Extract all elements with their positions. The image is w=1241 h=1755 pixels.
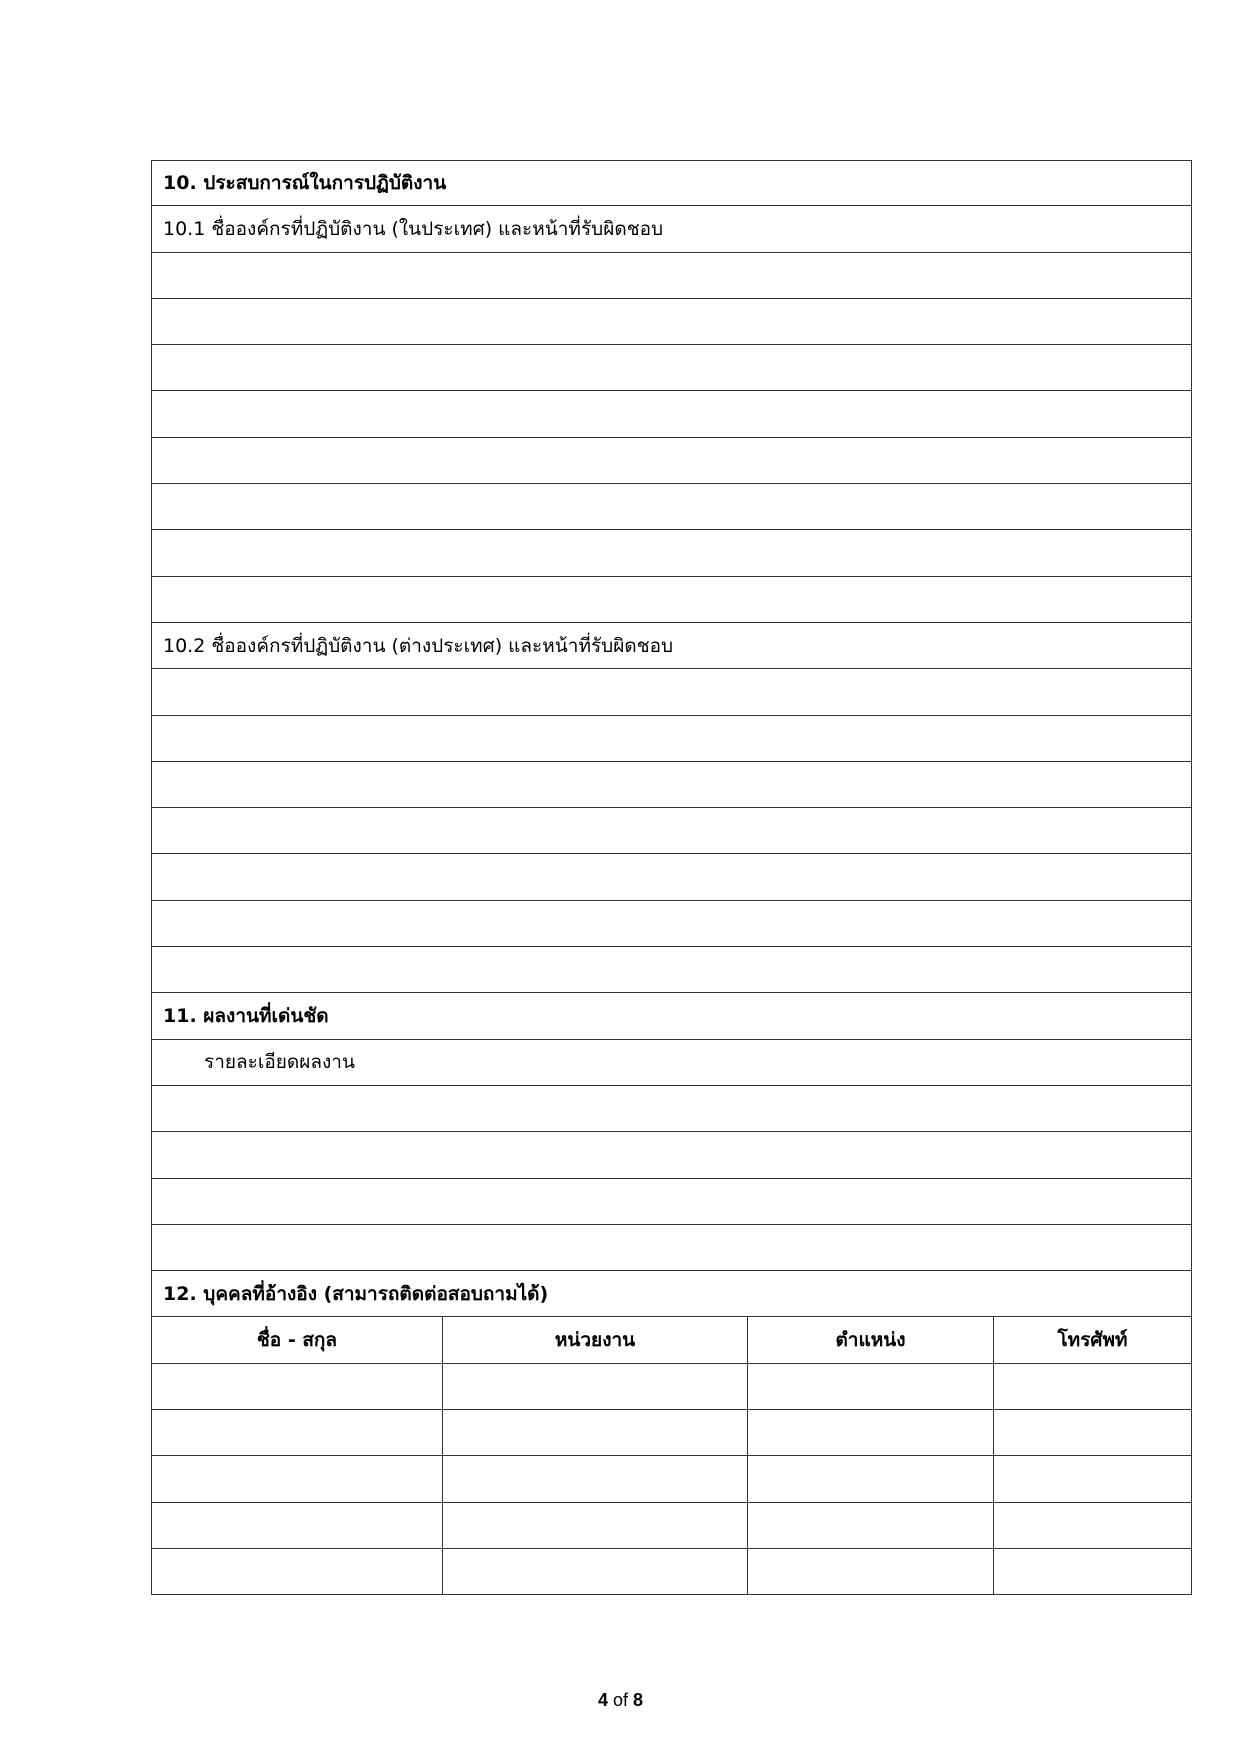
table-cell[interactable] — [151, 1549, 443, 1595]
section-10-2-label: 10.2 ชื่อองค์กรที่ปฏิบัติงาน (ต่างประเทศ) และหน้าที่รับผิดชอบ — [151, 623, 1192, 669]
page-number — [0, 1690, 1241, 1711]
blank-row[interactable] — [151, 438, 1192, 484]
blank-row[interactable] — [151, 1225, 1192, 1271]
page-total: 8 — [633, 1690, 644, 1710]
table-cell[interactable] — [151, 1410, 443, 1456]
blank-row[interactable] — [151, 577, 1192, 623]
table-cell[interactable] — [748, 1364, 994, 1410]
blank-row[interactable] — [151, 530, 1192, 576]
table-cell[interactable] — [748, 1503, 994, 1549]
reference-table — [151, 1317, 1192, 1595]
table-cell[interactable] — [994, 1456, 1192, 1502]
page-current: 4 — [597, 1690, 608, 1710]
table-cell[interactable] — [443, 1549, 748, 1595]
column-header-name: ชื่อ - สกุล — [151, 1317, 443, 1363]
table-cell[interactable] — [151, 1364, 443, 1410]
page-of: of — [612, 1690, 628, 1710]
section-10-1-label: 10.1 ชื่อองค์กรที่ปฏิบัติงาน (ในประเทศ) และหน้าที่รับผิดชอบ — [151, 206, 1192, 252]
section-11-title: 11. ผลงานที่เด่นชัด — [151, 993, 1192, 1039]
column-header-phone: โทรศัพท์ — [994, 1317, 1192, 1363]
table-cell[interactable] — [443, 1503, 748, 1549]
section-10-title: 10. ประสบการณ์ในการปฏิบัติงาน — [151, 160, 1192, 206]
table-cell[interactable] — [994, 1410, 1192, 1456]
blank-row[interactable] — [151, 901, 1192, 947]
table-cell[interactable] — [151, 1503, 443, 1549]
blank-row[interactable] — [151, 345, 1192, 391]
table-cell[interactable] — [748, 1410, 994, 1456]
blank-row[interactable] — [151, 299, 1192, 345]
blank-row[interactable] — [151, 391, 1192, 437]
blank-row[interactable] — [151, 669, 1192, 715]
table-cell[interactable] — [151, 1456, 443, 1502]
column-header-position: ตำแหน่ง — [748, 1317, 994, 1363]
blank-row[interactable] — [151, 854, 1192, 900]
blank-row[interactable] — [151, 808, 1192, 854]
blank-row[interactable] — [151, 716, 1192, 762]
table-cell[interactable] — [443, 1410, 748, 1456]
table-cell[interactable] — [748, 1456, 994, 1502]
blank-row[interactable] — [151, 253, 1192, 299]
table-cell[interactable] — [994, 1364, 1192, 1410]
blank-row[interactable] — [151, 1132, 1192, 1178]
table-cell[interactable] — [443, 1364, 748, 1410]
blank-row[interactable] — [151, 762, 1192, 808]
blank-row[interactable] — [151, 1179, 1192, 1225]
application-form — [151, 160, 1192, 1595]
column-header-organization: หน่วยงาน — [443, 1317, 748, 1363]
blank-row[interactable] — [151, 947, 1192, 993]
table-cell[interactable] — [748, 1549, 994, 1595]
table-cell[interactable] — [994, 1503, 1192, 1549]
blank-row[interactable] — [151, 1086, 1192, 1132]
section-12-title: 12. บุคคลที่อ้างอิง (สามารถติดต่อสอบถามได้) — [151, 1271, 1192, 1317]
section-11-detail-label: รายละเอียดผลงาน — [151, 1040, 1192, 1086]
blank-row[interactable] — [151, 484, 1192, 530]
table-cell[interactable] — [994, 1549, 1192, 1595]
table-cell[interactable] — [443, 1456, 748, 1502]
